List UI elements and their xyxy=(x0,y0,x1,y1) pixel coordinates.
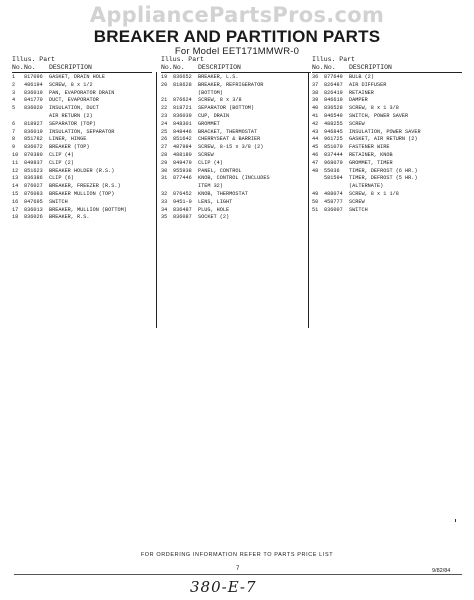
part-number: 826487 xyxy=(324,81,343,88)
part-number: 876027 xyxy=(24,183,43,190)
parts-row xyxy=(12,160,152,168)
part-number: 458777 xyxy=(324,198,343,205)
item-number: 50 xyxy=(312,198,319,205)
item-number: 8 xyxy=(12,136,16,143)
part-number: 837444 xyxy=(324,151,343,158)
item-number: 26 xyxy=(161,136,168,143)
parts-column-1 xyxy=(12,56,152,222)
part-number: 851782 xyxy=(24,136,43,143)
part-number: 836019 xyxy=(24,128,43,135)
part-number: 968079 xyxy=(324,159,343,166)
parts-row xyxy=(161,121,311,129)
parts-row xyxy=(12,191,152,199)
part-number: 846619 xyxy=(324,97,343,104)
part-description: AIR DIFFUSER xyxy=(349,81,387,88)
item-number: 34 xyxy=(161,206,168,213)
part-description: CLIP (6) xyxy=(49,175,74,182)
parts-row xyxy=(12,121,152,129)
part-number: 817096 xyxy=(24,74,43,80)
parts-row xyxy=(161,113,311,121)
column-header xyxy=(161,56,311,73)
header-part-no: No. xyxy=(24,63,36,71)
parts-row xyxy=(312,113,462,121)
part-description: RETAINER xyxy=(349,89,374,96)
parts-row xyxy=(12,136,152,144)
part-description: BULB (2) xyxy=(349,74,374,80)
part-description: GASKET, AIR RETURN (2) xyxy=(349,136,418,143)
item-number: 33 xyxy=(161,198,168,205)
item-number: 17 xyxy=(12,206,19,213)
part-number: 818721 xyxy=(173,105,192,112)
parts-column-3 xyxy=(312,56,462,214)
part-number: 849837 xyxy=(24,159,43,166)
part-number: 836528 xyxy=(324,105,343,112)
part-number: 876452 xyxy=(173,190,192,197)
part-description: SEPARATOR (BOTTOM) xyxy=(198,105,255,112)
part-number: 836020 xyxy=(24,105,43,112)
item-number: 21 xyxy=(161,97,168,104)
part-number: 488255 xyxy=(324,120,343,127)
item-number: 44 xyxy=(312,136,319,143)
item-number: 7 xyxy=(12,128,16,135)
model-subtitle: For Model EET171MMWR-0 xyxy=(174,46,300,57)
item-number: 35 xyxy=(161,214,168,221)
parts-row xyxy=(161,90,311,98)
part-description: KNOB, THERMOSTAT xyxy=(198,190,248,197)
parts-row xyxy=(12,82,152,90)
part-number: 55036 xyxy=(324,167,340,174)
part-description: BREAKER, FREEZER (R.S.) xyxy=(49,183,121,190)
item-number: 5 xyxy=(12,105,16,112)
part-number: 818628 xyxy=(173,81,192,88)
part-description: DUCT, EVAPORATOR xyxy=(49,97,99,104)
parts-row xyxy=(161,129,311,137)
item-number: 47 xyxy=(312,159,319,166)
parts-row xyxy=(12,199,152,207)
part-description: BREAKER (TOP) xyxy=(49,144,90,151)
part-number: 841770 xyxy=(24,97,43,104)
part-number: 851623 xyxy=(24,167,43,174)
parts-row xyxy=(161,207,311,215)
part-description: LENS, LIGHT xyxy=(198,198,233,205)
item-number: 37 xyxy=(312,81,319,88)
part-description: SCREW, 8 x 3/8 xyxy=(198,97,242,104)
part-description: PLUG, HOLE xyxy=(198,206,230,213)
item-number: 23 xyxy=(161,112,168,119)
parts-row xyxy=(12,129,152,137)
item-number: 39 xyxy=(312,97,319,104)
part-description: SWITCH xyxy=(49,198,68,205)
part-number: 848301 xyxy=(173,120,192,127)
item-number: 19 xyxy=(161,74,168,80)
item-number: 30 xyxy=(161,167,168,174)
item-number: 46 xyxy=(312,151,319,158)
site-watermark: AppliancePartsPros.com xyxy=(89,3,385,27)
part-description: ITEM 32) xyxy=(198,183,223,190)
item-number: 27 xyxy=(161,144,168,151)
item-number: 11 xyxy=(12,159,19,166)
parts-column-2 xyxy=(161,56,311,222)
header-description: DESCRIPTION xyxy=(49,63,92,71)
parts-row xyxy=(312,191,462,199)
item-number xyxy=(312,175,324,183)
part-description: SCREW xyxy=(198,151,214,158)
parts-row xyxy=(161,144,311,152)
column-divider xyxy=(156,72,157,328)
part-number: 961725 xyxy=(324,136,343,143)
part-description: DAMPER xyxy=(349,97,368,104)
parts-row xyxy=(161,191,311,199)
item-number: 10 xyxy=(12,151,19,158)
item-number: 38 xyxy=(312,89,319,96)
parts-row xyxy=(312,152,462,160)
page-title: BREAKER AND PARTITION PARTS xyxy=(93,27,381,46)
parts-row xyxy=(312,183,462,191)
part-description: RETAINER, KNOB xyxy=(349,151,393,158)
item-number: 3 xyxy=(12,89,16,96)
item-number: 12 xyxy=(12,167,19,174)
part-description: SWITCH, POWER SAVER xyxy=(349,112,409,119)
item-number: 16 xyxy=(12,198,19,205)
item-number: 15 xyxy=(12,190,19,197)
item-number: 9 xyxy=(12,144,16,151)
parts-row xyxy=(312,90,462,98)
parts-row xyxy=(12,175,152,183)
item-number: 32 xyxy=(161,190,168,197)
parts-row xyxy=(161,97,311,105)
item-number: 28 xyxy=(161,151,168,158)
parts-row xyxy=(161,168,311,176)
item-number: 42 xyxy=(312,120,319,127)
part-description: BREAKER, MULLION (BOTTOM) xyxy=(49,206,127,213)
part-description: SOCKET (2) xyxy=(198,214,230,221)
parts-row xyxy=(161,152,311,160)
header-description: DESCRIPTION xyxy=(198,63,241,71)
item-number: 41 xyxy=(312,112,319,119)
part-description: BREAKER, REFRIGERATOR xyxy=(198,81,264,88)
parts-rows xyxy=(312,74,462,214)
parts-row xyxy=(12,97,152,105)
item-number: 51 xyxy=(312,206,319,213)
header-no: No. xyxy=(312,63,324,71)
item-number: 18 xyxy=(12,214,19,221)
parts-row xyxy=(12,207,152,215)
parts-row xyxy=(12,183,152,191)
parts-row xyxy=(312,199,462,207)
item-number: 45 xyxy=(312,144,319,151)
parts-row xyxy=(312,175,462,183)
parts-row xyxy=(12,214,152,222)
part-number: 488180 xyxy=(173,151,192,158)
item-number: 48 xyxy=(312,167,319,174)
part-description: (ALTERNATE) xyxy=(349,183,384,190)
part-number: 877446 xyxy=(173,175,192,182)
header-illus-part: Illus. Part xyxy=(161,56,204,63)
item-number: 6 xyxy=(12,120,16,127)
parts-row xyxy=(161,74,311,82)
parts-row xyxy=(161,160,311,168)
item-number: 13 xyxy=(12,175,19,182)
date-code: 9/82/84 xyxy=(432,568,451,574)
parts-row xyxy=(312,82,462,90)
parts-row xyxy=(312,129,462,137)
part-description: CLIP (4) xyxy=(49,151,74,158)
part-description: INSULATION, POWER SAVER xyxy=(349,128,421,135)
header-no: No. xyxy=(12,63,24,71)
parts-row xyxy=(161,214,311,222)
part-description: SWITCH xyxy=(349,206,368,213)
part-number: 836487 xyxy=(173,206,192,213)
parts-row xyxy=(312,160,462,168)
parts-row xyxy=(312,136,462,144)
item-number: 25 xyxy=(161,128,168,135)
item-number: 40 xyxy=(312,105,319,112)
ordering-info-note: FOR ORDERING INFORMATION REFER TO PARTS PRICE LIST xyxy=(140,552,334,558)
item-number: 36 xyxy=(312,74,319,80)
part-description: SCREW, 8 x 1/2 xyxy=(49,81,93,88)
part-description: SCREW, 8 x 1 3/8 xyxy=(349,105,399,112)
header-part-no: No. xyxy=(173,63,185,71)
part-description: GROMMET, TIMER xyxy=(349,159,393,166)
part-number: 487984 xyxy=(173,144,192,151)
item-number: 20 xyxy=(161,81,168,88)
parts-row xyxy=(12,152,152,160)
parts-row xyxy=(312,105,462,113)
part-description: TIMER, DEFROST (5 HR.) xyxy=(349,175,418,182)
parts-row xyxy=(161,136,311,144)
part-description: SCREW, 8-15 x 3/8 (2) xyxy=(198,144,264,151)
part-number: 848446 xyxy=(173,128,192,135)
item-number: 49 xyxy=(312,190,319,197)
parts-row xyxy=(161,175,311,183)
part-description: LINER, HINGE xyxy=(49,136,87,143)
parts-row xyxy=(312,168,462,176)
part-description: BREAKER, R.S. xyxy=(49,214,90,221)
part-description: CLIP (2) xyxy=(49,159,74,166)
part-number: 836013 xyxy=(24,206,43,213)
header-part-no: No. xyxy=(324,63,336,71)
part-description: SEPARATOR (TOP) xyxy=(49,120,96,127)
part-number: 836652 xyxy=(173,74,192,80)
part-description: BREAKER, L.S. xyxy=(198,74,239,80)
parts-row xyxy=(312,207,462,215)
part-number: 946845 xyxy=(324,128,343,135)
parts-rows xyxy=(161,74,311,222)
part-description: BRACKET, THERMOSTAT xyxy=(198,128,258,135)
item-number: 24 xyxy=(161,120,168,127)
margin-mark xyxy=(455,519,456,522)
part-number: 836019 xyxy=(24,89,43,96)
footer-rule xyxy=(14,574,462,575)
part-number: 836026 xyxy=(24,214,43,221)
item-number: 31 xyxy=(161,175,168,182)
part-number: 877649 xyxy=(324,74,343,80)
part-number: 836072 xyxy=(24,144,43,151)
parts-row xyxy=(12,144,152,152)
header-no: No. xyxy=(161,63,173,71)
parts-row xyxy=(312,144,462,152)
part-number: 836386 xyxy=(24,175,43,182)
part-number: 488074 xyxy=(324,190,343,197)
parts-row xyxy=(312,97,462,105)
parts-row xyxy=(161,183,311,191)
part-number: 846549 xyxy=(324,112,343,119)
part-number: 851642 xyxy=(173,136,192,143)
part-description: INSULATION, SEPARATOR xyxy=(49,128,115,135)
part-description: PANEL, CONTROL xyxy=(198,167,242,174)
part-number: 836087 xyxy=(173,214,192,221)
parts-row xyxy=(161,82,311,90)
part-number: 836007 xyxy=(324,206,343,213)
part-description: GROMMET xyxy=(198,120,220,127)
parts-row xyxy=(12,168,152,176)
handwritten-note: 380-E-7 xyxy=(190,578,257,596)
part-description: SCREW xyxy=(349,120,365,127)
parts-row xyxy=(12,105,152,113)
item-number: 1 xyxy=(12,74,16,80)
column-header xyxy=(312,56,462,73)
part-description: INSULATION, DUCT xyxy=(49,105,99,112)
page-number: 7 xyxy=(236,566,240,572)
part-description: SCREW xyxy=(349,198,365,205)
part-number: 836039 xyxy=(173,112,192,119)
part-description: CUP, DRAIN xyxy=(198,112,230,119)
part-description: PAN, EVAPORATOR DRAIN xyxy=(49,89,115,96)
part-description: FASTENER WIRE xyxy=(349,144,390,151)
parts-row xyxy=(12,90,152,98)
part-description: AIR RETURN (2) xyxy=(49,112,93,119)
part-description: TIMER, DEFROST (6 HR.) xyxy=(349,167,418,174)
part-number: 847695 xyxy=(24,198,43,205)
item-number: 22 xyxy=(161,105,168,112)
part-description: BREAKER MULLION (TOP) xyxy=(49,190,115,197)
header-illus-part: Illus. Part xyxy=(312,56,355,63)
item-number: 2 xyxy=(12,81,16,88)
part-description: KNOB, CONTROL (INCLUDES xyxy=(198,175,270,182)
part-number: 9451-0 xyxy=(173,198,192,205)
parts-row xyxy=(12,74,152,82)
part-number: 876083 xyxy=(24,190,43,197)
part-description: BREAKER HOLDER (R.S.) xyxy=(49,167,115,174)
part-number: 870380 xyxy=(24,151,43,158)
column-header xyxy=(12,56,152,73)
item-number: 43 xyxy=(312,128,319,135)
header-illus-part: Illus. Part xyxy=(12,56,55,63)
part-number: 826419 xyxy=(324,89,343,96)
part-number: 849479 xyxy=(173,159,192,166)
item-number: 4 xyxy=(12,97,16,104)
part-number: 851079 xyxy=(324,144,343,151)
part-number: 581594 xyxy=(324,175,343,182)
part-number: 955938 xyxy=(173,167,192,174)
part-description: (BOTTOM) xyxy=(198,89,223,96)
part-description: SCREW, 8 x 1 1/8 xyxy=(349,190,399,197)
header-description: DESCRIPTION xyxy=(349,63,392,71)
part-description: CHERRYSEAT & BARRIER xyxy=(198,136,261,143)
item-number: 29 xyxy=(161,159,168,166)
parts-row xyxy=(312,74,462,82)
part-number: 876624 xyxy=(173,97,192,104)
part-number: 486194 xyxy=(24,81,43,88)
parts-row xyxy=(12,113,152,121)
parts-row xyxy=(161,105,311,113)
parts-row xyxy=(161,199,311,207)
part-description: CLIP (4) xyxy=(198,159,223,166)
parts-rows xyxy=(12,74,152,222)
part-description: GASKET, DRAIN HOLE xyxy=(49,74,106,80)
item-number: 14 xyxy=(12,183,19,190)
column-divider xyxy=(308,72,309,328)
parts-row xyxy=(312,121,462,129)
part-number: 818927 xyxy=(24,120,43,127)
